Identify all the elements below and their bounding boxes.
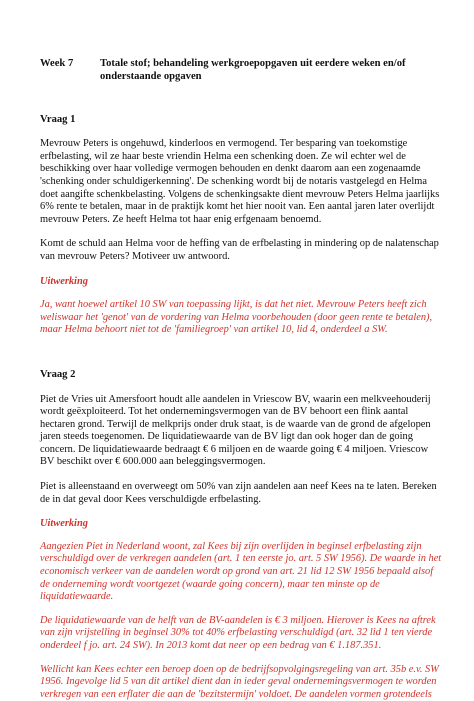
vraag-2-uitwerking-p2: De liquidatiewaarde van de helft van de BV-aandelen is € 3 miljoen. Hierover is Kees na aftrek van zijn vrijstelling in beginsel 30% tot 40% erfbelasting verschuldigd (art. 32 lid 1 ten vierde onderdeel f jo. art. 24 SW). In 2013 komt dat neer op een bedrag van € 1.187.351. bbox=[40, 614, 436, 651]
document-page bbox=[40, 58, 442, 701]
vraag-1-uitwerking: Ja, want hoewel artikel 10 SW van toepassing lijkt, is dat het niet. Mevrouw Peters heeft zich weliswaar het 'genot' van de vordering van Helma voorbehouden (door geen rente te betalen), maar Helma behoort niet tot de 'familiegroep' van artikel 10, lid 4, onderdeel a SW. bbox=[40, 299, 433, 336]
vraag-1-casus: Mevrouw Peters is ongehuwd, kinderloos en vermogend. Ter besparing van toekomstige erfbelasting, wil ze haar beste vriendin Helma een schenking doen. Ze wil echter wel de beschikking over haar volledige vermogen behouden en denkt daarom aan een zogenaamde 'schenking onder schuldigerkenning'. De schenking wordt bij de notaris vastgelegd en Helma doet aangifte schenkbelasting. Volgens de schenkingsakte dient mevrouw Peters Helma jaarlijks 6% rente te betalen, maar in de praktijk komt het hier nooit van. Een aantal jaren later overlijdt mevrouw Peters. Ze heeft Helma tot haar enig erfgenaam benoemd. bbox=[40, 138, 440, 225]
vraag-2-casus: Piet de Vries uit Amersfoort houdt alle aandelen in Vriescow BV, waarin een melkveehouderij wordt geëxploiteerd. Tot het ondernemingsvermogen van de BV behoort een flink aantal hectaren grond. Terwijl de melkprijs onder druk staat, is de waarde van de grond de afgelopen jaren steeds toegenomen. De liquidatiewaarde van de BV ligt dan ook hoger dan de going concern. De liquidatiewaarde bedraagt € 6 miljoen en de waarde going € 4 miljoen. Vriescow BV beschikt over € 600.000 aan beleggingsvermogen. bbox=[40, 393, 431, 468]
vraag-2-uitwerking-label: Uitwerking bbox=[40, 518, 88, 530]
vraag-1-heading: Vraag 1 bbox=[40, 113, 76, 125]
vraag-2-uitwerking-p3: Wellicht kan Kees echter een beroep doen op de bedrijfsopvolgingsregeling van art. 35b e.v. SW 1956. Ingevolge lid 5 van dit artikel dient dan in ieder geval ondernemingsvermogen te worden verkregen van een erflater die aan de 'bezitstermijn' voldoet. De aandelen vormen grotendeels bbox=[40, 663, 439, 700]
week-header bbox=[40, 58, 442, 84]
vraag-1-question: Komt de schuld aan Helma voor de heffing van de erfbelasting in mindering op de nalatenschap van mevrouw Peters? Motiveer uw antwoord. bbox=[40, 238, 439, 262]
vraag-1-uitwerking-label: Uitwerking bbox=[40, 275, 88, 287]
vraag-2-heading: Vraag 2 bbox=[40, 368, 76, 380]
vraag-2-question: Piet is alleenstaand en overweegt om 50% van zijn aandelen aan neef Kees na te laten. Bereken de in dat geval door Kees verschuldigde erfbelasting. bbox=[40, 481, 437, 505]
week-title: Totale stof; behandeling werkgroepopgaven uit eerdere weken en/of onderstaande opgaven bbox=[100, 58, 406, 82]
vraag-2-uitwerking-p1: Aangezien Piet in Nederland woont, zal Kees bij zijn overlijden in beginsel erfbelasting zijn verschuldigd over de verkregen aandelen (art. 1 ten eerste jo. art. 5 SW 1956). De waarde in het economisch verkeer van de aandelen wordt op grond van art. 21 lid 12 SW 1956 bepaald alsof de onderneming wordt voortgezet (waarde going concern), maar ten minste op de liquidatiewaarde. bbox=[40, 540, 442, 603]
week-label: Week 7 bbox=[40, 58, 74, 69]
